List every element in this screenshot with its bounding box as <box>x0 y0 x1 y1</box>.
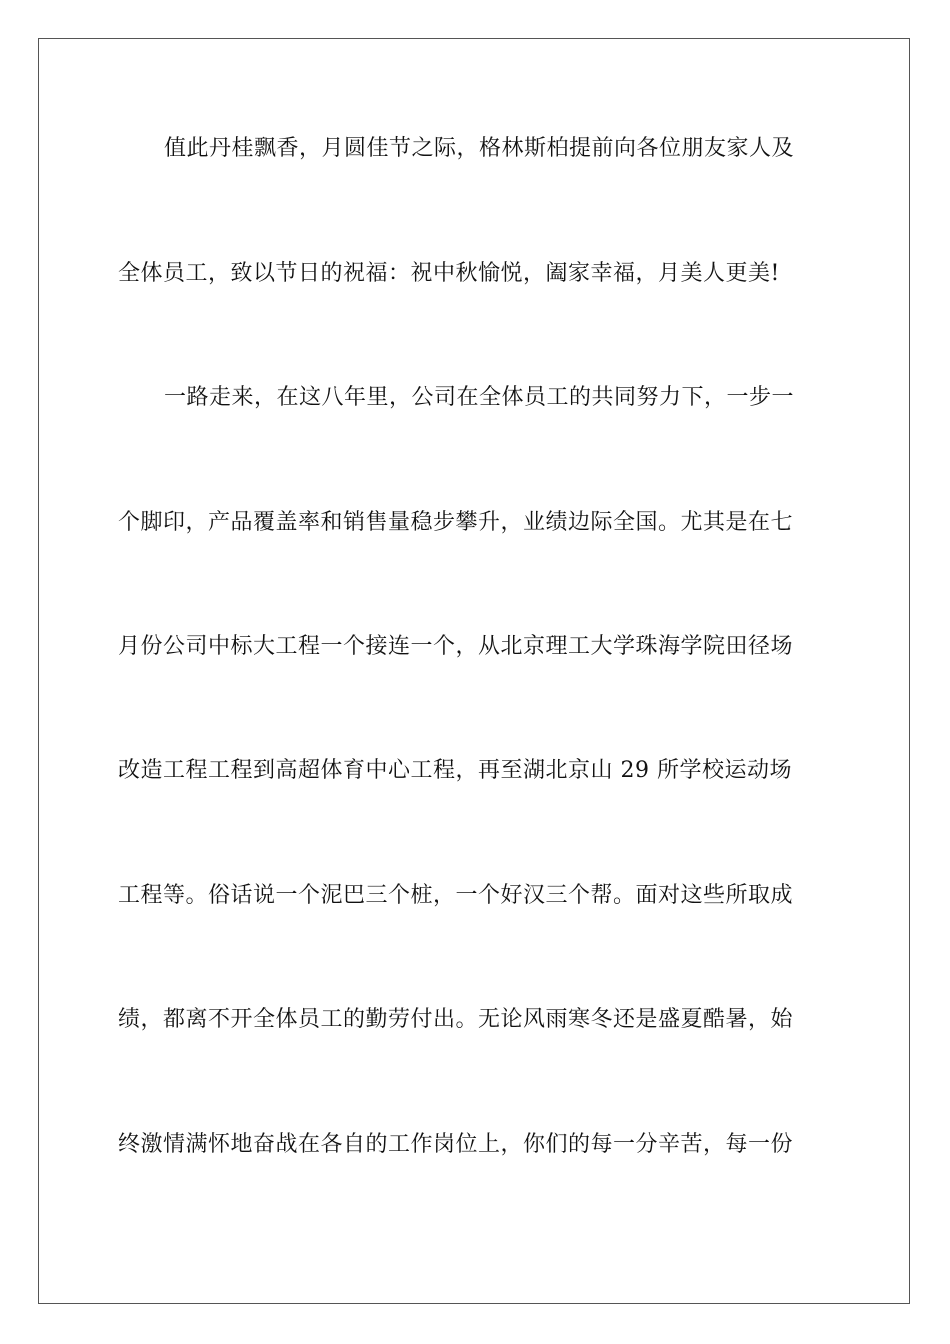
paragraph-line-4: 个脚印，产品覆盖率和销售量稳步攀升，业绩边际全国。尤其是在七 <box>118 510 794 535</box>
paragraph-line-3: 一路走来，在这八年里，公司在全体员工的共同努力下，一步一 <box>164 385 795 410</box>
paragraph-line-9: 终激情满怀地奋战在各自的工作岗位上，你们的每一分辛苦，每一份 <box>118 1132 794 1157</box>
page-border <box>38 38 910 1304</box>
paragraph-line-2: 全体员工，致以节日的祝福：祝中秋愉悦，阖家幸福，月美人更美! <box>118 261 780 286</box>
paragraph-line-1: 值此丹桂飘香，月圆佳节之际，格林斯柏提前向各位朋友家人及 <box>164 136 795 161</box>
paragraph-line-6: 改造工程工程到高超体育中心工程，再至湖北京山 29 所学校运动场 <box>118 758 792 783</box>
paragraph-line-8: 绩，都离不开全体员工的勤劳付出。无论风雨寒冬还是盛夏酷暑，始 <box>118 1007 794 1032</box>
paragraph-line-7: 工程等。俗话说一个泥巴三个桩，一个好汉三个帮。面对这些所取成 <box>118 883 794 908</box>
paragraph-line-5: 月份公司中标大工程一个接连一个，从北京理工大学珠海学院田径场 <box>118 634 794 659</box>
